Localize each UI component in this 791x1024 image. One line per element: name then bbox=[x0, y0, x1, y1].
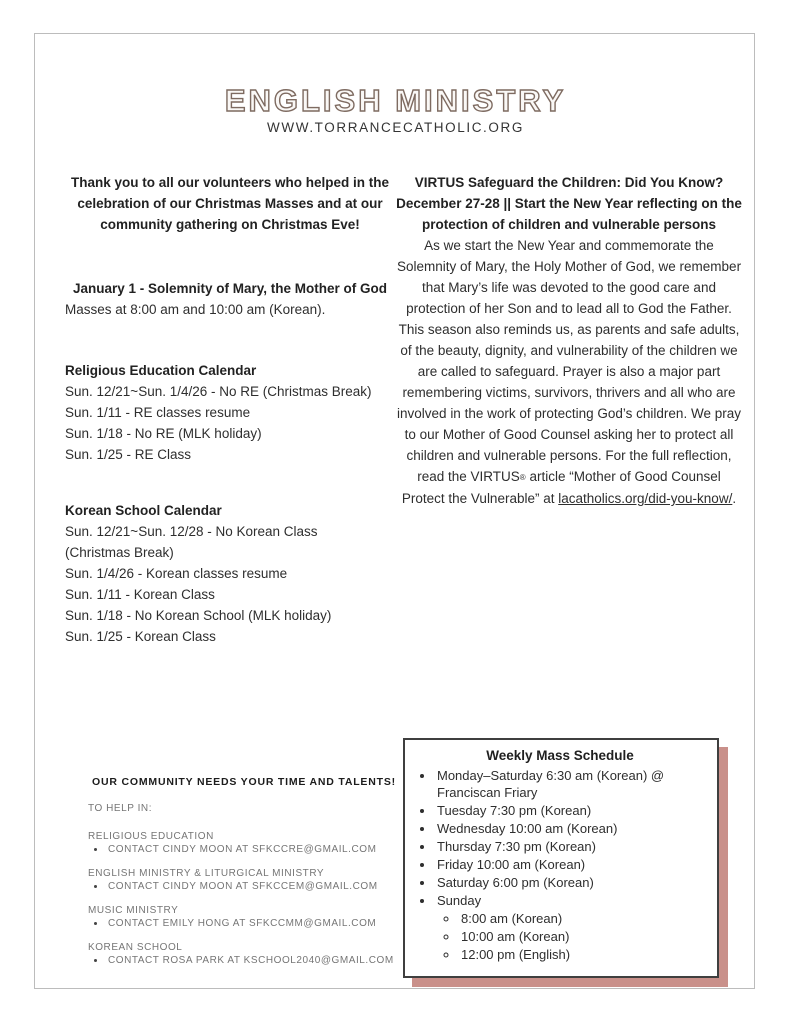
mass-item: • Saturday 6:00 pm (Korean) bbox=[435, 874, 705, 891]
did-you-know-link[interactable]: lacatholics.org/did-you-know/ bbox=[558, 491, 733, 506]
volunteer-contact: • CONTACT CINDY MOON AT SFKCCEM@GMAIL.COM bbox=[106, 881, 400, 892]
virtus-body bbox=[394, 235, 744, 509]
korean-calendar-line: Sun. 1/4/26 - Korean classes resume bbox=[65, 566, 288, 581]
mass-item: • Friday 10:00 am (Korean) bbox=[435, 856, 705, 873]
virtus-body-text: article “Mother of Good Counsel Protect the Vulnerable” at bbox=[401, 469, 721, 506]
volunteer-contact: • CONTACT CINDY MOON AT SFKCCRE@GMAIL.COM bbox=[106, 844, 400, 855]
korean-calendar-line: Sun. 1/25 - Korean Class bbox=[65, 629, 216, 644]
volunteer-group-title: KOREAN SCHOOL bbox=[88, 942, 183, 953]
sunday-time-item: ◦ 8:00 am (Korean) bbox=[459, 910, 705, 927]
re-calendar-line: Sun. 12/21~Sun. 1/4/26 - No RE (Christmas Break) bbox=[65, 384, 372, 399]
mass-item: • Wednesday 10:00 am (Korean) bbox=[435, 820, 705, 837]
thank-you-note: Thank you to all our volunteers who helped in the celebration of our Christmas Masses and at our community gathering on Christmas Eve! bbox=[70, 175, 390, 232]
volunteer-group-religious-education bbox=[88, 831, 400, 855]
volunteer-contact: • CONTACT EMILY HONG AT SFKCCMM@GMAIL.COM bbox=[106, 918, 400, 929]
volunteers-section bbox=[88, 776, 400, 979]
page-title: ENGLISH MINISTRY bbox=[224, 83, 567, 118]
registered-trademark-symbol: ® bbox=[519, 473, 526, 482]
weekly-mass-schedule-box bbox=[403, 738, 719, 978]
mass-item: • Tuesday 7:30 pm (Korean) bbox=[435, 802, 705, 819]
volunteer-group-title: RELIGIOUS EDUCATION bbox=[88, 831, 214, 842]
mass-item: • Thursday 7:30 pm (Korean) bbox=[435, 838, 705, 855]
volunteer-group-music-ministry bbox=[88, 905, 400, 929]
volunteers-heading: OUR COMMUNITY NEEDS YOUR TIME AND TALENTS! bbox=[92, 776, 396, 788]
korean-calendar-line: Sun. 1/18 - No Korean School (MLK holiday) bbox=[65, 608, 332, 623]
sunday-times-list bbox=[459, 910, 705, 963]
volunteer-group-title: MUSIC MINISTRY bbox=[88, 905, 179, 916]
mass-schedule-heading: Weekly Mass Schedule bbox=[486, 748, 634, 763]
volunteer-group-english-ministry bbox=[88, 868, 400, 892]
volunteer-group-korean-school bbox=[88, 942, 400, 966]
virtus-body-text: . bbox=[732, 491, 737, 506]
religious-education-calendar bbox=[65, 360, 395, 465]
mass-schedule-list bbox=[435, 767, 705, 963]
re-calendar-line: Sun. 1/18 - No RE (MLK holiday) bbox=[65, 426, 262, 441]
korean-calendar-line: Sun. 12/21~Sun. 12/28 - No Korean Class bbox=[65, 524, 318, 539]
volunteer-contact: • CONTACT ROSA PARK AT KSCHOOL2040@GMAIL.COM bbox=[106, 955, 400, 966]
volunteers-intro: TO HELP IN: bbox=[88, 803, 153, 814]
left-column bbox=[65, 172, 395, 647]
sunday-time-item: ◦ 12:00 pm (English) bbox=[459, 946, 705, 963]
solemnity-detail: Masses at 8:00 am and 10:00 am (Korean). bbox=[65, 302, 326, 317]
mass-item: • Sunday ◦ 8:00 am (Korean) ◦ 10:00 am (Korean) ◦ 12:00 pm (English) bbox=[435, 892, 705, 963]
mass-item: • Monday–Saturday 6:30 am (Korean) @ Franciscan Friary bbox=[435, 767, 705, 801]
sunday-time-item: ◦ 10:00 am (Korean) bbox=[459, 928, 705, 945]
re-calendar-line: Sun. 1/25 - RE Class bbox=[65, 447, 192, 462]
re-calendar-heading: Religious Education Calendar bbox=[65, 363, 257, 378]
website-url: WWW.TORRANCECATHOLIC.ORG bbox=[267, 120, 524, 135]
virtus-article bbox=[394, 172, 744, 509]
korean-calendar-line: Sun. 1/11 - Korean Class bbox=[65, 587, 215, 602]
re-calendar-line: Sun. 1/11 - RE classes resume bbox=[65, 405, 251, 420]
volunteer-group-title: ENGLISH MINISTRY & LITURGICAL MINISTRY bbox=[88, 868, 325, 879]
virtus-body-text: As we start the New Year and commemorate the Solemnity of Mary, the Holy Mother of God, we remember that Mary’s life was devoted to the good care and protection of her Son and to lead all to God the Father. This season also reminds us, as parents and safe adults, of the beauty, dignity, and vulnerability of the children we are called to safeguard. Prayer is also a major part remembering victims, survivors, thrivers and all who are involved in the work of protecting God’s children. We pray to our Mother of Good Counsel asking her to protect all children and vulnerable persons. For the full reflection, read the VIRTUS bbox=[396, 238, 742, 484]
korean-calendar-line: (Christmas Break) bbox=[65, 545, 174, 560]
virtus-heading: VIRTUS Safeguard the Children: Did You Know? December 27-28 || Start the New Year reflecting on the protection of children and vulnerable persons bbox=[396, 175, 742, 232]
solemnity-announcement bbox=[65, 278, 395, 320]
korean-calendar-heading: Korean School Calendar bbox=[65, 503, 222, 518]
solemnity-heading: January 1 - Solemnity of Mary, the Mother of God bbox=[72, 281, 388, 296]
korean-school-calendar bbox=[65, 500, 395, 647]
